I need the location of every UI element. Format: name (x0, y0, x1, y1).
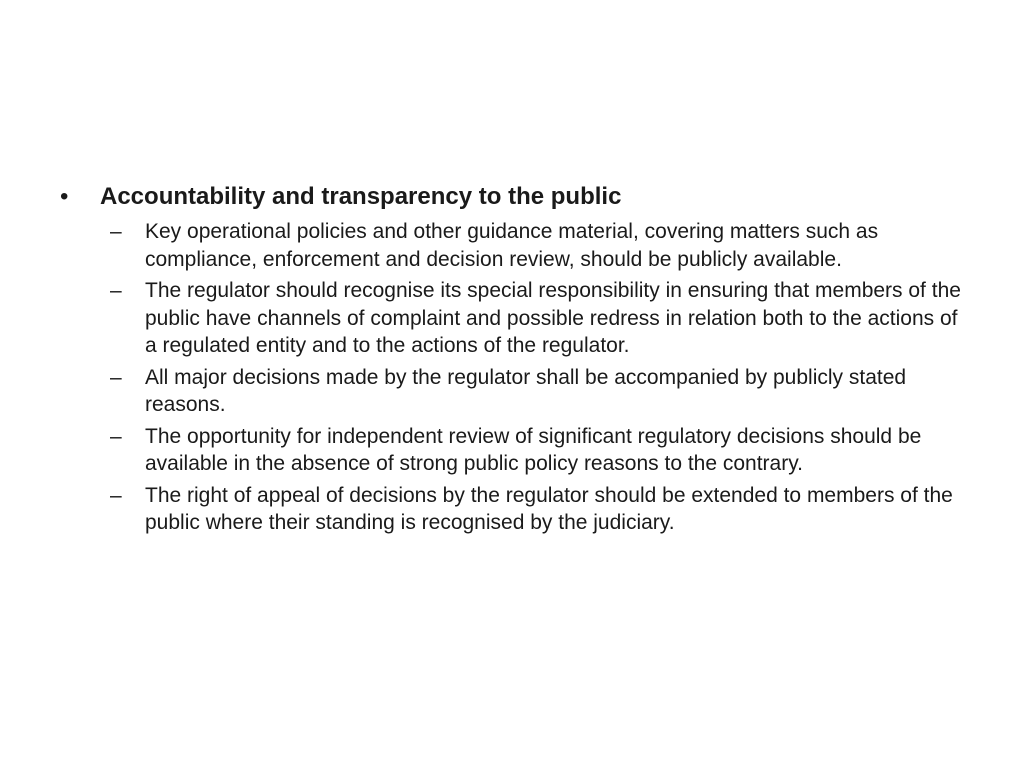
bullet-icon: • (60, 183, 69, 210)
main-bullet (60, 180, 970, 214)
sub-bullet-text: The opportunity for independent review of significant regulatory decisions should be available in the absence of strong public policy reasons to the contrary. (145, 424, 922, 475)
main-bullet-text: Accountability and transparency to the public (100, 183, 622, 210)
dash-icon: – (110, 365, 122, 389)
dash-icon: – (110, 424, 122, 448)
sub-bullet-text: Key operational policies and other guidance material, covering matters such as compliance, enforcement and decision review, should be publicly available. (145, 220, 879, 271)
slide-content (60, 180, 970, 537)
sub-bullet-text: The right of appeal of decisions by the regulator should be extended to members of the public where their standing is recognised by the judiciary. (145, 483, 953, 534)
sub-bullet-text: The regulator should recognise its special responsibility in ensuring that members of the public have channels of complaint and possible redress in relation both to the actions of a regulated entity and to the actions of the regulator. (145, 279, 961, 357)
dash-icon: – (110, 279, 122, 302)
sub-bullet-item (110, 364, 970, 419)
dash-icon: – (110, 483, 122, 507)
sub-bullet-item (110, 277, 970, 360)
sub-bullet-item (110, 482, 970, 537)
sub-bullet-list (110, 218, 970, 537)
sub-bullet-item (110, 423, 970, 478)
sub-bullet-item (110, 218, 970, 273)
dash-icon: – (110, 220, 122, 243)
sub-bullet-text: All major decisions made by the regulator shall be accompanied by publicly stated reasons. (145, 365, 907, 416)
